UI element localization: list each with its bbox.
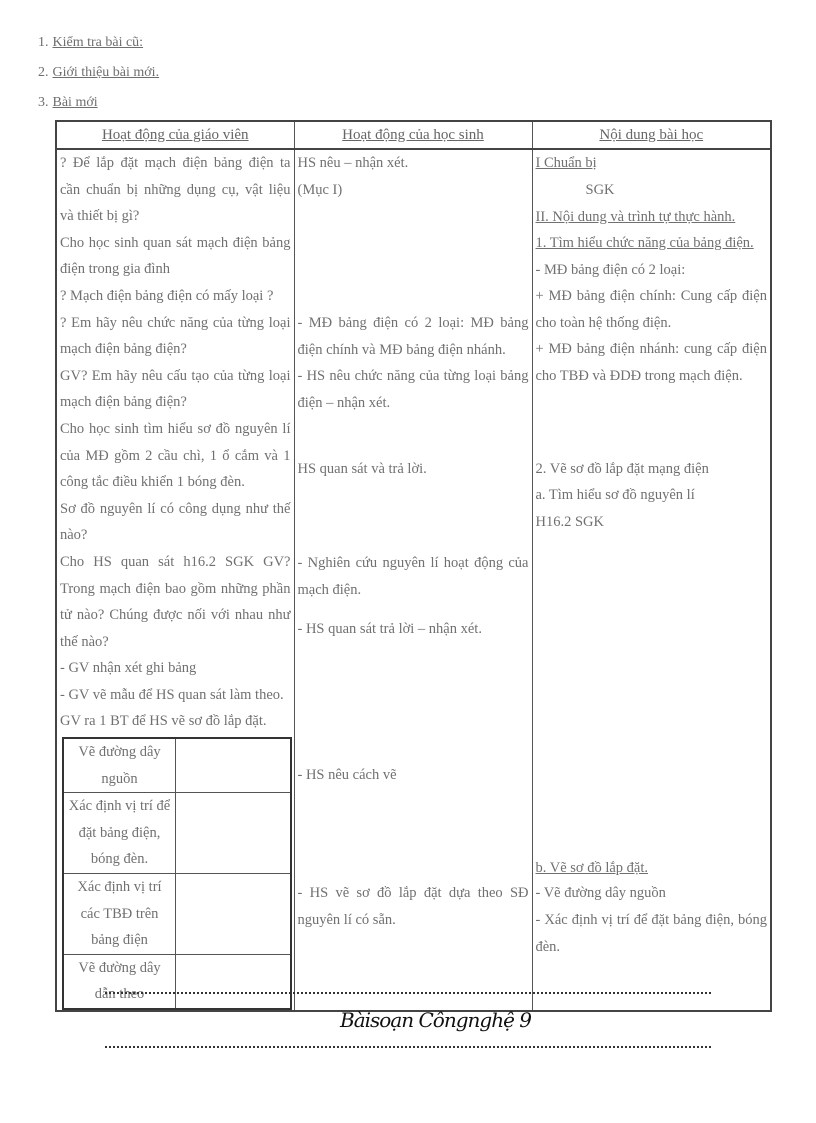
student-step: - HS nêu cách vẽ	[297, 767, 397, 783]
content-line: H16.2 SGK	[535, 514, 604, 530]
header-student: Hoạt động của học sinh	[294, 121, 532, 149]
content-heading: b. Vẽ sơ đồ lắp đặt.	[535, 860, 649, 876]
student-step: - HS nêu chức năng của từng loại bảng điện – nhận xét.	[297, 368, 529, 411]
lesson-table	[55, 120, 772, 1012]
outline-item-2	[38, 64, 159, 82]
header-teacher: Hoạt động của giáo viên	[56, 121, 294, 149]
content-line: a. Tìm hiểu sơ đồ nguyên lí	[535, 487, 695, 503]
teacher-step: - GV nhận xét ghi bảng	[60, 660, 197, 677]
content-line: - MĐ bảng điện có 2 loại:	[535, 262, 686, 278]
subtable-blank	[176, 954, 292, 1009]
student-step: (Mục I)	[297, 182, 343, 198]
content-line: 2. Vẽ sơ đồ lắp đặt mạng điện	[535, 461, 709, 477]
teacher-step: GV? Em hãy nêu cấu tạo của từng loại mạch điện bảng điện?	[60, 367, 291, 411]
subtable-cell: Vẽ đường dây nguồn	[63, 738, 176, 793]
outline-number: 2.	[38, 65, 49, 80]
teacher-step: Cho học sinh quan sát mạch điện bảng điện trong gia đình	[60, 234, 291, 278]
outline-text: Giới thiệu bài mới.	[52, 65, 160, 80]
student-step: - HS vẽ sơ đồ lắp đặt dựa theo SĐ nguyên lí có sẵn.	[297, 885, 529, 928]
outline-item-1	[38, 34, 143, 52]
content-column	[532, 149, 771, 1011]
outline-number: 1.	[38, 35, 49, 50]
student-step: - Nghiên cứu nguyên lí hoạt động của mạch điện.	[297, 555, 529, 598]
student-step: HS nêu – nhận xét.	[297, 155, 409, 171]
teacher-column	[56, 149, 294, 1011]
outline-text: Bài mới	[52, 95, 98, 110]
content-heading: I Chuẩn bị	[535, 155, 597, 171]
outline-number: 3.	[38, 95, 49, 110]
teacher-step: ? Em hãy nêu chức năng của từng loại mạch điện bảng điện?	[60, 314, 291, 358]
subtable-cell: Vẽ đường dây dẫn theo	[63, 954, 176, 1009]
subtable-blank	[176, 738, 292, 793]
teacher-step: ? Mạch điện bảng điện có mấy loại ?	[60, 287, 274, 304]
subtable-cell: Xác định vị trí các TBĐ trên bảng điện	[63, 874, 176, 955]
content-line: + MĐ bảng điện nhánh: cung cấp điện cho TBĐ và ĐDĐ trong mạch điện.	[535, 341, 767, 384]
subtable-blank	[176, 793, 292, 874]
content-line: - Vẽ đường dây nguồn	[535, 885, 666, 901]
content-line: - Xác định vị trí để đặt bảng điện, bóng đèn.	[535, 912, 767, 955]
footer-signature: Bàisoạn Côngnghệ 9	[340, 1008, 531, 1032]
exercise-subtable	[62, 737, 292, 1010]
content-heading: 1. Tìm hiểu chức năng của bảng điện.	[535, 235, 754, 251]
table-body-row	[56, 149, 771, 1011]
content-line: SGK	[585, 182, 615, 198]
student-column	[294, 149, 532, 1011]
teacher-step: Cho học sinh tìm hiểu sơ đồ nguyên lí của MĐ gồm 2 cầu chì, 1 ổ cắm và 1 công tắc điều khiển 1 bóng đèn.	[60, 420, 291, 491]
teacher-step: Sơ đồ nguyên lí có công dụng như thế nào?	[60, 500, 291, 544]
subtable-blank	[176, 874, 292, 955]
footer-divider-top	[105, 992, 711, 994]
teacher-step: ? Để lắp đặt mạch điện bảng điện ta cần chuẩn bị những dụng cụ, vật liệu và thiết bị gì?	[60, 155, 291, 225]
table-header-row	[56, 121, 771, 149]
student-step: - MĐ bảng điện có 2 loại: MĐ bảng điện chính và MĐ bảng điện nhánh.	[297, 315, 529, 358]
student-step: - HS quan sát trả lời – nhận xét.	[297, 621, 482, 637]
teacher-step: GV ra 1 BT để HS vẽ sơ đồ lắp đặt.	[60, 713, 267, 730]
subtable-cell: Xác định vị trí để đặt bảng điện, bóng đèn.	[63, 793, 176, 874]
content-heading: II. Nội dung và trình tự thực hành.	[535, 209, 736, 225]
outline-text: Kiểm tra bài cũ:	[52, 35, 144, 50]
teacher-step: - GV vẽ mẫu để HS quan sát làm theo.	[60, 686, 284, 703]
outline-item-3	[38, 94, 98, 112]
teacher-step: Cho HS quan sát h16.2 SGK GV? Trong mạch điện bao gồm những phần tử nào? Chúng được nối với nhau như thế nào?	[60, 553, 291, 650]
student-step: HS quan sát và trả lời.	[297, 461, 427, 477]
header-content: Nội dung bài học	[532, 121, 771, 149]
footer-divider-bottom	[105, 1046, 711, 1048]
content-line: + MĐ bảng điện chính: Cung cấp điện cho toàn hệ thống điện.	[535, 288, 767, 331]
